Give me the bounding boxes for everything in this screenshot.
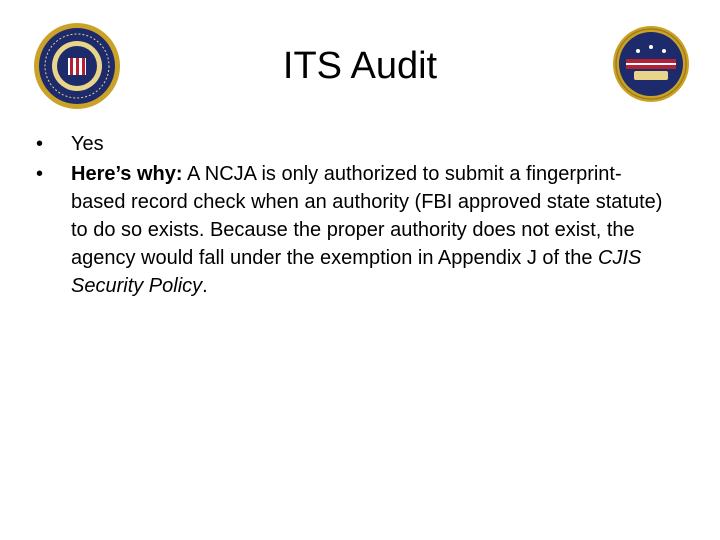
fbi-seal-icon xyxy=(33,22,121,110)
cjis-seal-icon xyxy=(612,25,690,103)
slide-title: ITS Audit xyxy=(282,45,438,87)
bullet-item-reason xyxy=(36,160,676,300)
bullet-dot: • xyxy=(36,133,44,155)
bullet-label: Here’s why: xyxy=(71,163,183,185)
bullet-list xyxy=(36,130,676,302)
policy-name: CJIS Security Policy xyxy=(71,247,642,297)
bullet-text: A NCJA is only authorized to submit a fingerprint-based record check when an authority (FBI approved state statute) to do so exists. Because the proper authority does not exist, the agency would fall under the exemption in Appendix J of the xyxy=(71,163,663,269)
bullet-dot: • xyxy=(36,163,44,185)
bullet-text: Yes xyxy=(71,133,104,155)
bullet-end: . xyxy=(202,275,208,297)
bullet-item-yes xyxy=(36,130,676,158)
